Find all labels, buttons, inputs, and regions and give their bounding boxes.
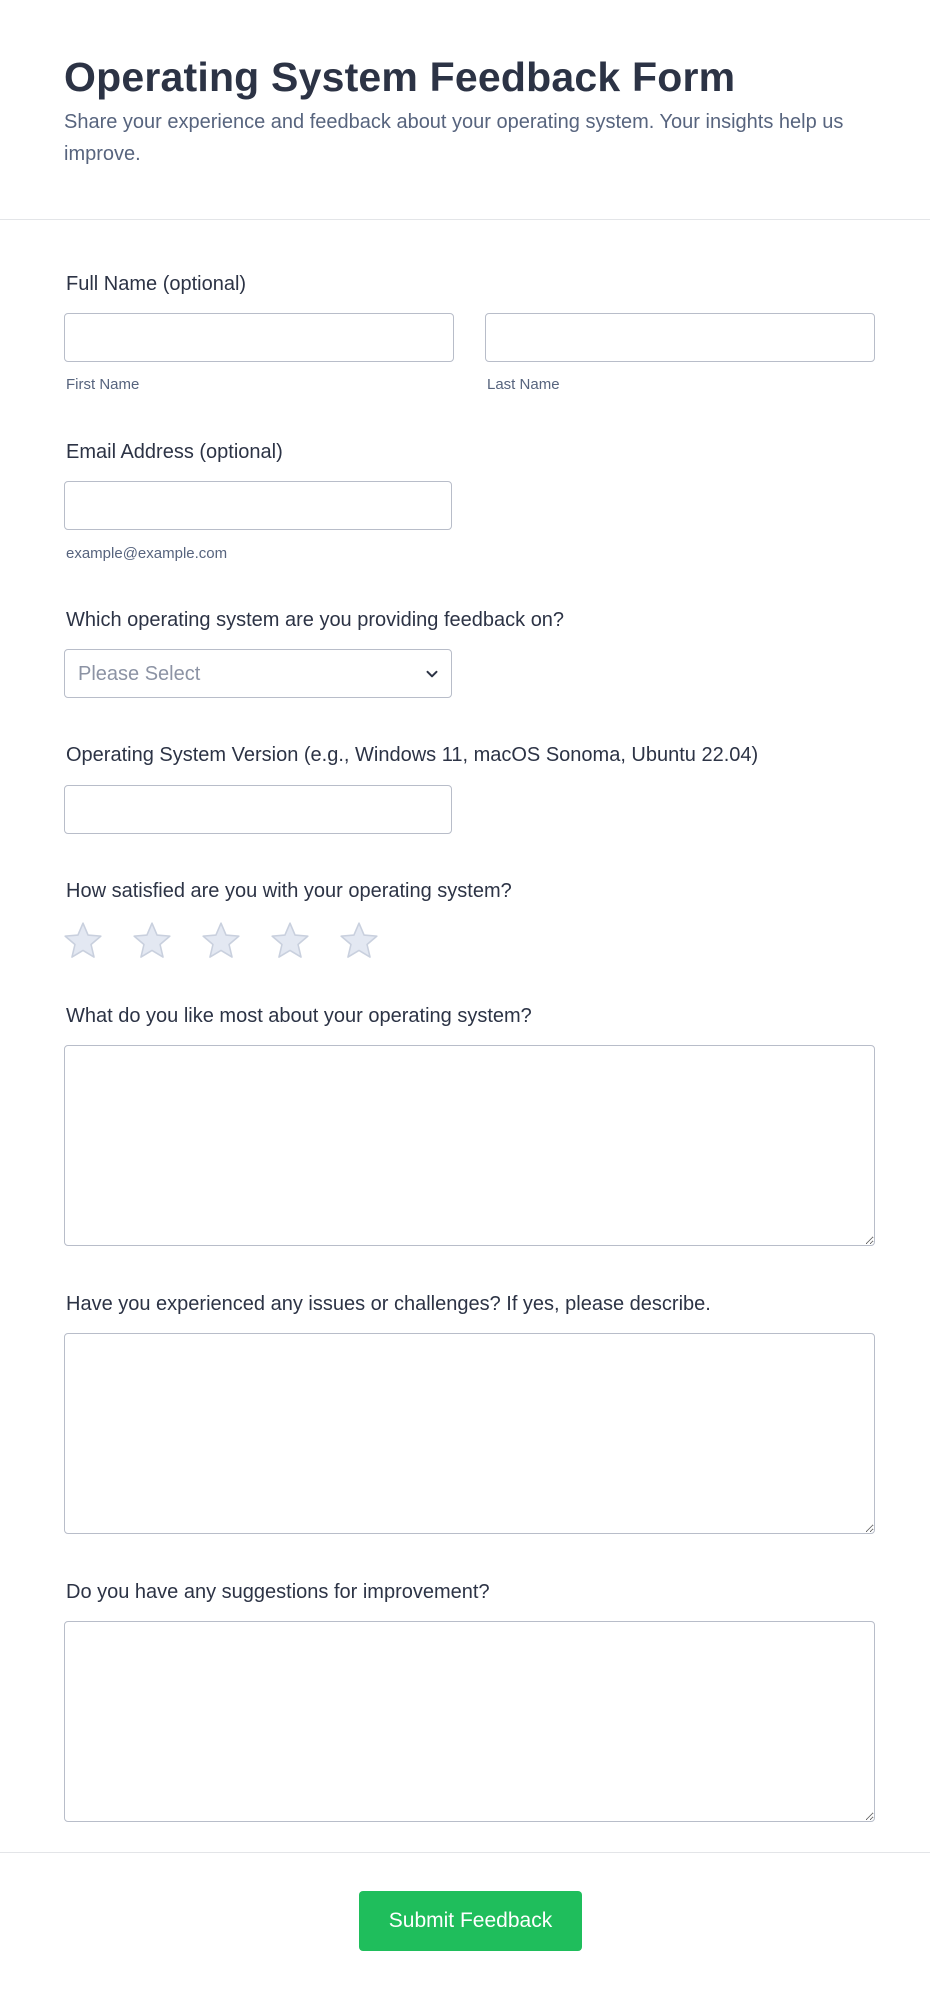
last-name-input[interactable] [485,313,875,362]
first-name-input[interactable] [64,313,454,362]
page-title: Operating System Feedback Form [64,54,736,100]
star-icon[interactable] [338,920,380,962]
os-select-value: Please Select [78,663,201,685]
likes-label: What do you like most about your operating system? [66,1005,532,1027]
os-select-label: Which operating system are you providing feedback on? [66,609,565,631]
star-icon[interactable] [131,920,173,962]
submit-button[interactable]: Submit Feedback [359,1891,582,1951]
os-version-input[interactable] [64,785,452,834]
star-icon[interactable] [200,920,242,962]
chevron-down-icon [425,667,439,681]
likes-textarea[interactable] [64,1045,875,1246]
full-name-label: Full Name (optional) [66,273,247,295]
suggestions-label: Do you have any suggestions for improvement? [66,1581,490,1603]
satisfaction-label: How satisfied are you with your operating system? [66,880,512,902]
suggestions-textarea[interactable] [64,1621,875,1822]
last-name-sublabel: Last Name [487,376,560,393]
issues-textarea[interactable] [64,1333,875,1534]
star-icon[interactable] [62,920,104,962]
email-sublabel: example@example.com [66,545,228,562]
email-input[interactable] [64,481,452,530]
star-icon[interactable] [269,920,311,962]
first-name-sublabel: First Name [66,376,140,393]
email-label: Email Address (optional) [66,441,283,463]
form-footer [0,1852,930,2000]
page-subtitle: Share your experience and feedback about your operating system. Your insights help us improve. [64,111,844,165]
os-select-dropdown[interactable] [64,649,452,698]
form-header [0,0,930,220]
issues-label: Have you experienced any issues or challenges? If yes, please describe. [66,1293,711,1315]
os-version-label: Operating System Version (e.g., Windows 11, macOS Sonoma, Ubuntu 22.04) [66,744,759,766]
